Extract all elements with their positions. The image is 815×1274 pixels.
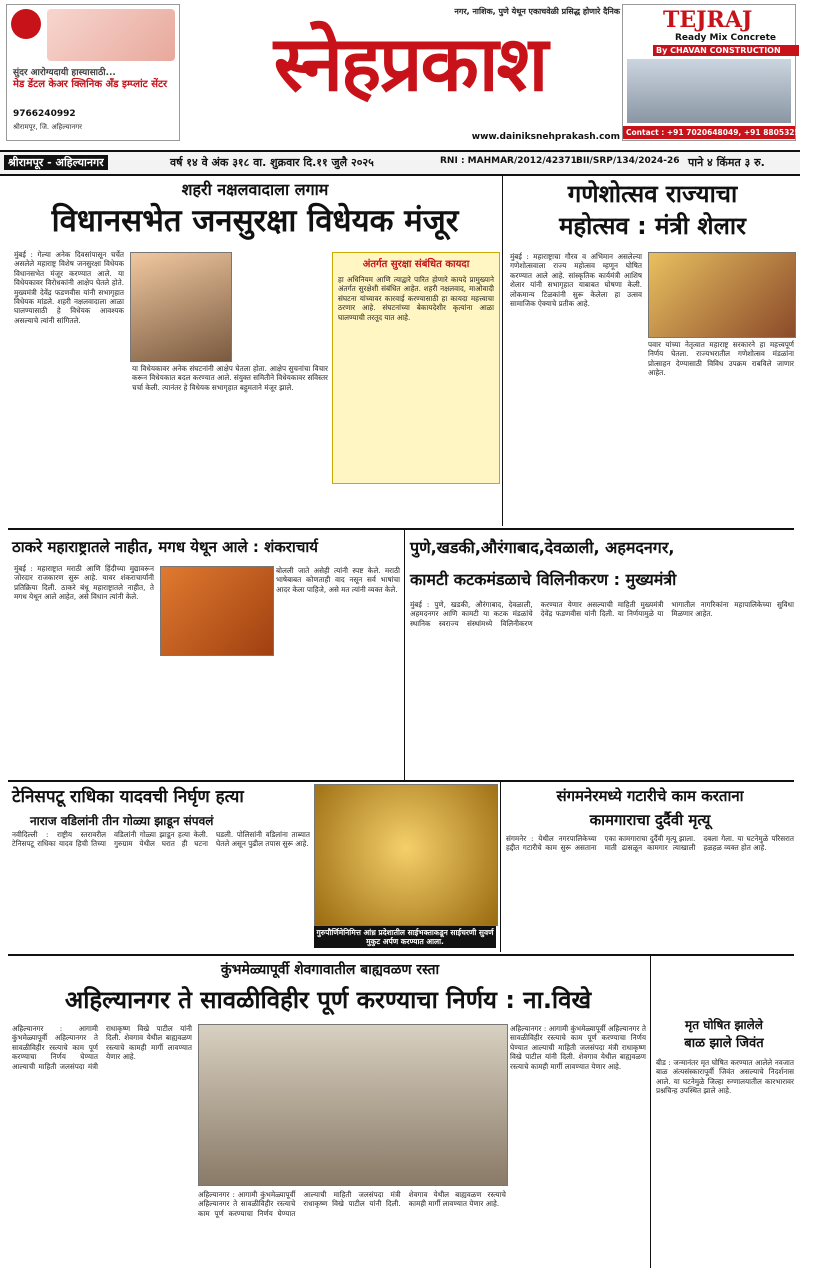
story7-body-b: अहिल्यानगर : आगामी कुंभमेळ्यापूर्वी अहिल्यानगर ते सावळीविहीर रस्त्याचे काम पूर्ण करण्याचा निर्णय घेण्यात आल्याची माहिती जलसंपदा मंत्री राधाकृष्ण विखे पाटील यांनी दिली. शेवगाव येथील बाह्यवळण रस्त्याचे कामही मार्गी लावण्यात येणार आहे. — [198, 1190, 506, 1218]
story2-headline-2: महोत्सव : मंत्री शेलार — [559, 212, 746, 240]
clinic-logo-icon — [11, 9, 41, 39]
ad-brand: TEJRAJ — [663, 7, 753, 33]
story1-box-title: अंतर्गत सुरक्षा संबंधित कायदा — [362, 259, 470, 270]
story5-photo-gold-crown — [314, 784, 498, 926]
ad-headline: सुंदर आरोग्यदायी हास्यासाठी... — [13, 68, 116, 78]
story7-body-a: अहिल्यानगर : आगामी कुंभमेळ्यापूर्वी अहिल्यानगर ते सावळीविहीर रस्त्याचे काम पूर्ण करण्याचा निर्णय घेण्यात आल्याची माहिती जलसंपदा मंत्री राधाकृष्ण विखे पाटील यांनी दिली. शेवगाव येथील बाह्यवळण रस्त्याचे कामही मार्गी लावण्यात येणार आहे. — [12, 1024, 192, 1071]
story5-body: नवीदिल्ली : राष्ट्रीय स्तरावरील टेनिसपटू राधिका यादव हिची तिच्या वडिलांनी गोळ्या झाडून हत्या केली. गुरुग्राम येथील घरात ही घटना घडली. पोलिसांनी वडिलांना ताब्यात घेतले असून पुढील तपास सुरू आहे. — [12, 830, 310, 849]
dateline-issue: वर्ष १४ वे अंक ३१८ वा. शुक्रवार दि.११ जुलै २०२५ — [170, 156, 374, 169]
story2-body-b: पवार यांच्या नेतृत्वात महाराष्ट्र सरकारने हा महत्त्वपूर्ण निर्णय घेतला. राज्यभरातील गणेशोत्सव मंडळांना प्रोत्साहन देण्यासाठी विविध उपक्रम राबविले जाणार आहेत. — [648, 340, 794, 378]
story2-photo — [648, 252, 796, 338]
story2-body-a: मुंबई : महाराष्ट्राचा गौरव व अभिमान असलेल्या गणेशोत्सवाला राज्य महोत्सव म्हणून घोषित करण्यात आले आहे. सांस्कृतिक कार्यमंत्री आशिष शेलार यांनी सभागृहात याबाबत घोषणा केली. लोकमान्य टिळकांनी सुरू केलेला हा उत्सव सामाजिक ऐक्याचे प्रतीक आहे. — [510, 252, 642, 309]
website-link[interactable]: www.dainiksnehprakash.com — [471, 132, 620, 142]
story5-headline: टेनिसपटू राधिका यादवची निर्घृण हत्या — [12, 787, 244, 807]
story4-headline-1: पुणे,खडकी,औरंगाबाद,देवळाली, अहमदनगर, — [410, 538, 675, 557]
story1-kicker: शहरी नक्षलवादाला लगाम — [181, 180, 329, 199]
story5-caption: गुरुपौर्णिमेनिमित्त आंध्र प्रदेशातील साईभक्ताकडून साईचरणी सुवर्ण मुकुट अर्पण करण्यात आला. — [314, 926, 496, 948]
dateline-bar — [0, 150, 800, 176]
story7-photo — [198, 1024, 508, 1186]
ad-by: By CHAVAN CONSTRUCTION — [653, 45, 799, 56]
story7-body-c: अहिल्यानगर : आगामी कुंभमेळ्यापूर्वी अहिल्यानगर ते सावळीविहीर रस्त्याचे काम पूर्ण करण्याचा निर्णय घेण्यात आल्याची माहिती जलसंपदा मंत्री राधाकृष्ण विखे पाटील यांनी दिली. शेवगाव येथील बाह्यवळण रस्त्याचे कामही मार्गी लावण्यात येणार आहे. — [510, 1024, 646, 1071]
advertisement-tejraj[interactable] — [622, 4, 815, 141]
story7-headline: अहिल्यानगर ते सावळीविहीर पूर्ण करण्याचा निर्णय : ना.विखे — [64, 986, 592, 1014]
clinic-name: मेड डेंटल केअर क्लिनिक अँड इम्प्लांट सेंटर — [13, 79, 168, 90]
story5-subhead: नाराज वडिलांनी तीन गोळ्या झाडून संपवलं — [30, 814, 214, 828]
ad-sub: Ready Mix Concrete — [675, 33, 777, 43]
story7-kicker: कुंभमेळ्यापूर्वी शेवगावातील बाह्यवळण रस्ता — [220, 962, 440, 978]
ad-contact: Contact : +91 7020648049, +91 8805325932 — [623, 126, 795, 139]
story6-body: संगमनेर : येथील नगरपालिकेच्या हद्दीत गटारीचे काम सुरू असताना एका कामगाराचा दुर्दैवी मृत्यू झाला. माती ढासळून कामगार त्याखाली दबला गेला. या घटनेमुळे परिसरात हळहळ व्यक्त होत आहे. — [506, 834, 794, 853]
story1-headline: विधानसभेत जनसुरक्षा विधेयक मंजूर — [51, 203, 459, 239]
clinic-address: श्रीरामपूर, जि. अहिल्यानगर — [13, 123, 83, 131]
story1-body-b: या विधेयकावर अनेक संघटनांनी आक्षेप घेतला होता. आक्षेप सुचनांचा विचार करून विधेयकात बदल करण्यात आले. संयुक्त समितीने विधेयकावर सविस्तर चर्चा केली. त्यानंतर हे विधेयक सभागृहात बहुमताने मंजूर झाले. — [132, 364, 328, 392]
story4-body: मुंबई : पुणे, खडकी, औरंगाबाद, देवळाली, अहमदनगर आणि कामटी या कटक मंडळांचे स्थानिक स्वराज्य संस्थांमध्ये विलिनीकरण करण्यात येणार असल्याची माहिती मुख्यमंत्री देवेंद्र फडणवीस यांनी दिली. या निर्णयामुळे या भागातील नागरिकांना महापालिकेच्या सुविधा मिळणार आहेत. — [410, 600, 794, 628]
story4-headline-2: कामटी कटकमंडळाचे विलिनीकरण : मुख्यमंत्री — [410, 570, 677, 589]
dateline-price: पाने ४ किंमत ३ रु. — [688, 156, 765, 169]
paper-tagline: नगर, नाशिक, पुणे येथून एकाचवेळी प्रसिद्ध होणारे दैनिक — [454, 7, 620, 16]
story1-photo-fadnavis — [130, 252, 232, 362]
advertisement-dental-clinic[interactable] — [6, 4, 180, 141]
story3-body-a: मुंबई : महाराष्ट्रात मराठी आणि हिंदीच्या मुद्यावरून जोरदार राजकारण सुरू आहे. यावर शंकराचार्यांनी प्रतिक्रिया दिली. ठाकरे बंधू महाराष्ट्रातले नाहीत, ते मगध येथून आले आहेत, असे विधान त्यांनी केले. — [14, 564, 154, 602]
story3-photo — [160, 566, 274, 656]
clinic-phone: 9766240992 — [13, 109, 76, 119]
smile-image — [47, 9, 175, 61]
story8-body: बीड : जन्मानंतर मृत घोषित करण्यात आलेले नवजात बाळ अंत्यसंस्कारापूर्वी जिवंत असल्याचे निदर्शनास आले. या घटनेमुळे जिल्हा रुग्णालयातील कारभारावर प्रश्नचिन्ह उपस्थित झाले आहे. — [656, 1058, 794, 1096]
story6-headline-1: संगमनेरमध्ये गटारीचे काम करताना — [556, 787, 744, 805]
mixer-truck-image — [627, 59, 791, 123]
story1-body-a: मुंबई : गेल्या अनेक दिवसांपासून चर्चेत असलेले महाराष्ट्र विशेष जनसुरक्षा विधेयक विधानसभेत मंजूर करण्यात आले. या विधेयकावर विरोधकांनी आक्षेप घेतले होते. मुख्यमंत्री देवेंद्र फडणवीस यांनी सभागृहात विधेयक मांडले. शहरी नक्षलवादाला आळा घालण्यासाठी हे विधेयक आवश्यक असल्याचे त्यांनी सांगितले. — [14, 250, 124, 325]
story2-headline-1: गणेशोत्सव राज्याचा — [567, 180, 738, 208]
paper-name-logo: स्नेहप्रकाश — [273, 19, 547, 108]
story1-box-body: हा अधिनियम आणि त्याद्वारे पारित होणारे कायदे प्रामुख्याने अंतर्गत सुरक्षेशी संबंधित आहेत. शहरी नक्षलवाद, माओवादी संघटना यांच्यावर कारवाई करण्यासाठी हा कायदा महत्त्वाचा ठरणार आहे. संघटनांच्या बेकायदेशीर कृत्यांना आळा घालण्याची तरतूद यात आहे. — [338, 275, 494, 322]
story8-headline-2: बाळ झाले जिवंत — [684, 1036, 764, 1051]
dateline-rni: RNI : MAHMAR/2012/42371 — [440, 156, 577, 166]
story3-body-b: बोलली जाते असेही त्यांनी स्पष्ट केले. मराठी भाषेबाबत कोणताही वाद नसून सर्व भाषांचा आदर केला पाहिजे, असे मत त्यांनी व्यक्त केले. — [276, 566, 400, 594]
dateline-place: श्रीरामपूर - अहिल्यानगर — [4, 155, 108, 170]
story3-headline: ठाकरे महाराष्ट्रातले नाहीत, मगध येथून आले : शंकराचार्य — [12, 538, 318, 556]
dateline-reg: BII/SRP/134/2024-26 — [576, 156, 680, 166]
story8-headline-1: मृत घोषित झालेले — [685, 1018, 763, 1032]
story1-box — [332, 252, 500, 484]
story6-headline-2: कामगाराचा दुर्दैवी मृत्यू — [589, 811, 711, 829]
